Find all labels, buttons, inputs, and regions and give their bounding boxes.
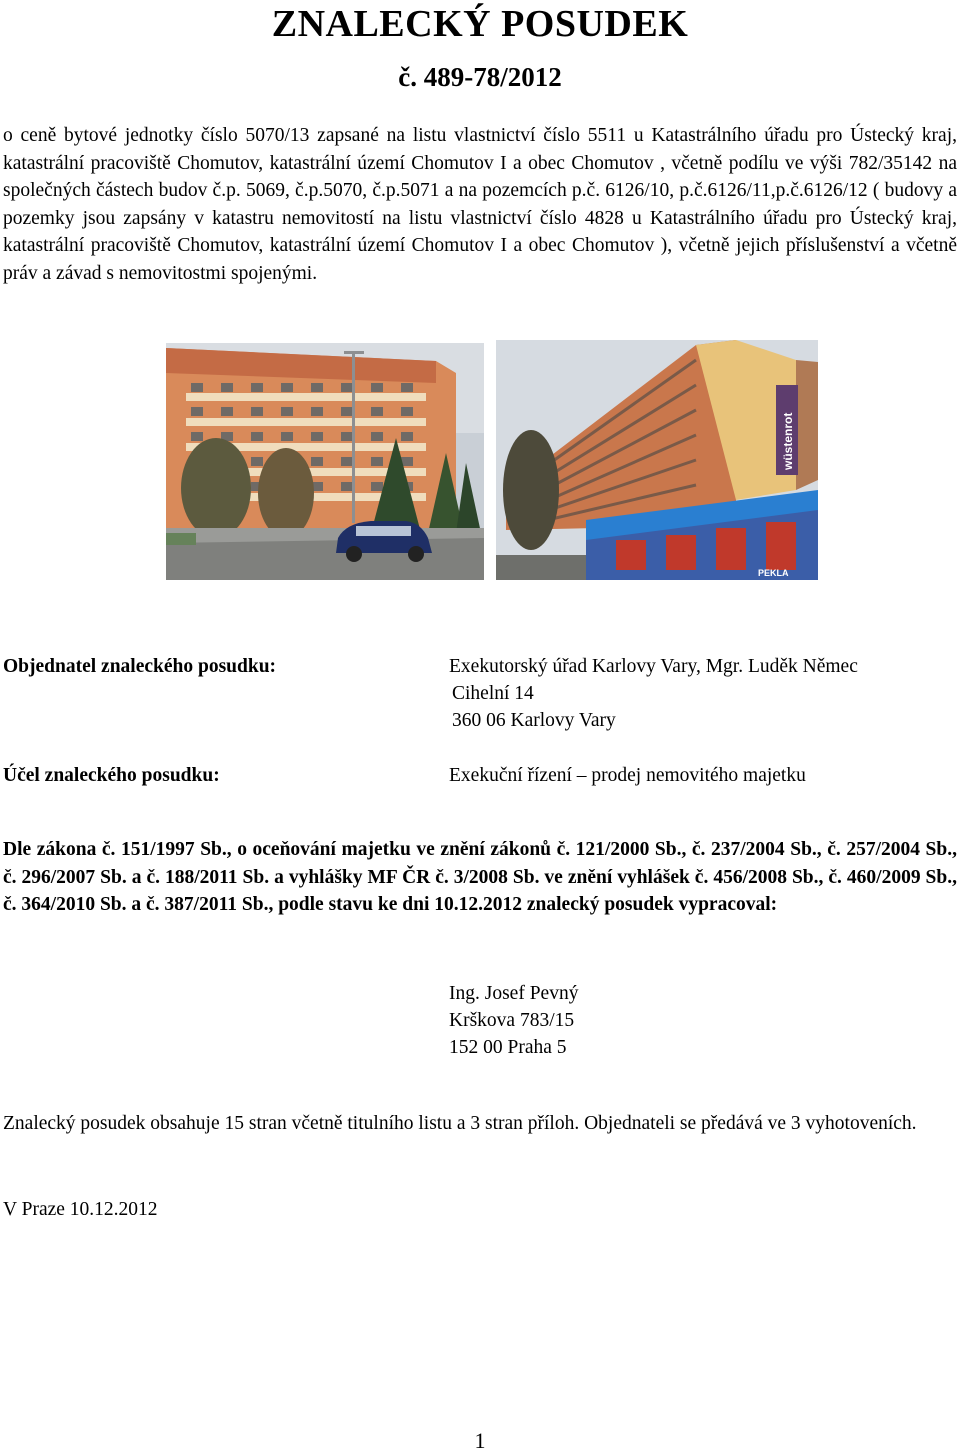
client-city: 360 06 Karlovy Vary [452,710,616,731]
expert-city: 152 00 Praha 5 [449,1037,567,1058]
page-number: 1 [474,1428,486,1453]
expert-street: Krškova 783/15 [449,1010,575,1031]
expert-name: Ing. Josef Pevný [449,983,579,1004]
pages-note: Znalecký posudek obsahuje 15 stran včetně titulního listu a 3 stran příloh. Objednateli se předává ve 3 vyhotoveních. [3,1113,917,1134]
client-street: Cihelní 14 [452,683,534,704]
photo-building-front [166,343,484,580]
store-sign-text: PEKLA [758,568,789,578]
law-paragraph: Dle zákona č. 151/1997 Sb., o oceňování majetku ve znění zákonů č. 121/2000 Sb., č. 237/2004 Sb., č. 257/2004 Sb., č. 296/2007 Sb. a č. 188/2011 Sb. a vyhlášky MF ČR č. 3/2008 Sb. ve znění vyhlášek č. 456/2008 Sb., č. 460/2009 Sb., č. 364/2010 Sb. a č. 387/2011 Sb., podle stavu ke dni 10.12.2012 znalecký posudek vypracoval: [3,839,957,915]
document-number: č. 489-78/2012 [398,62,562,92]
purpose-value: Exekuční řízení – prodej nemovitého majetku [449,765,806,786]
intro-paragraph: o ceně bytové jednotky číslo 5070/13 zapsané na listu vlastnictví číslo 5511 u Katastrálního úřadu pro Ústecký kraj, katastrální pracoviště Chomutov, katastrální území Chomutov I a obec Chomutov , včetně podílu ve výši 782/35142 na společných částech budov č.p. 5069, č.p.5070, č.p.5071 a na pozemcích p.č. 6126/10, p.č.6126/11,p.č.6126/12 ( budovy a pozemky jsou zapsány v katastru nemovitostí na listu vlastnictví číslo 4828 u Katastrálního úřadu pro Ústecký kraj, katastrální pracoviště Chomutov, katastrální území Chomutov I a obec Chomutov ), včetně jejich příslušenství a včetně práv a závad s nemovitostmi spojenými. [3,125,957,284]
document-title: ZNALECKÝ POSUDEK [271,3,689,45]
sign-text: wüstenrot [781,412,795,470]
photo-building-side [496,340,818,580]
client-label: Objednatel znaleckého posudku: [3,656,277,677]
place-date: V Praze 10.12.2012 [3,1199,158,1220]
client-name: Exekutorský úřad Karlovy Vary, Mgr. Luděk Němec [449,656,858,677]
purpose-label: Účel znaleckého posudku: [3,765,220,786]
